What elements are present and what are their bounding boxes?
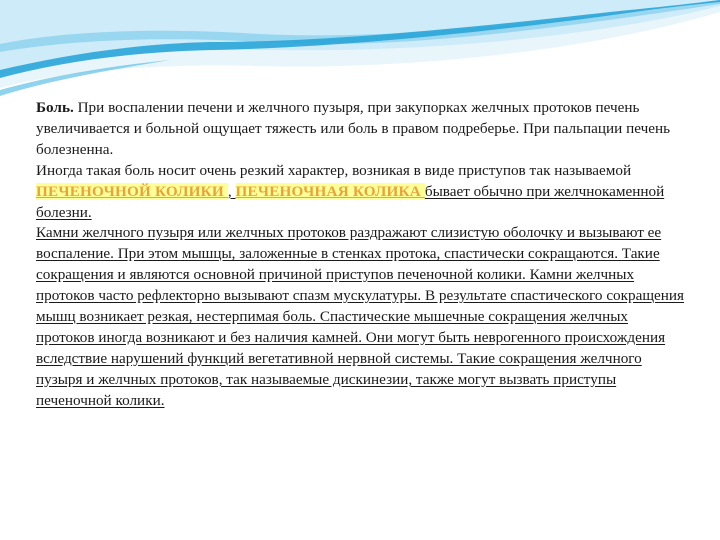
paragraph-pain-text: При воспалении печени и желчного пузыря, при закупорках желчных протоков печень увеличивается и больной ощущает тяжесть или боль в правом подреберье. При пальпации печень болезненна. [36, 99, 671, 158]
lead-term: Боль. [36, 99, 74, 116]
slide-text [36, 98, 686, 412]
paragraph-stones: Камни желчного пузыря или желчных протоков раздражают слизистую оболочку и вызывают ее воспаление. При этом мышцы, заложенные в стенках протока, спастически сокращаются. Такие сокращения и являются основной причиной приступов печеночной колики. Камни желчных протоков часто рефлекторно вызывают спазм мускулатуры. В результате спастического сокращения мышц возникает резкая, нестерпимая боль. Спастические мышечные сокращения желчных протоков иногда возникают и без наличия камней. Они могут быть неврогенного происхождения вследствие нарушений функций вегетативной нервной системы. Такие сокращения желчного пузыря и желчных протоков, так называемые дискинезии, также могут вызвать приступы печеночной колики. [36, 224, 685, 409]
paragraph-colic [36, 161, 686, 224]
paragraph-pain [36, 98, 686, 161]
link-separator: , [227, 182, 236, 200]
paragraph-colic-start: Иногда такая боль носит очень резкий характер, возникая в виде приступов так называемой [36, 161, 632, 179]
paragraph-colic-end: бывает обычно при желчнокаменной болезни. [36, 182, 665, 221]
top-wave-decoration [0, 0, 720, 96]
link-hepatic-colic-2[interactable]: ПЕЧЕНОЧНАЯ КОЛИКА [235, 182, 425, 200]
link-hepatic-colic-1[interactable]: ПЕЧЕНОЧНОЙ КОЛИКИ [36, 182, 228, 200]
